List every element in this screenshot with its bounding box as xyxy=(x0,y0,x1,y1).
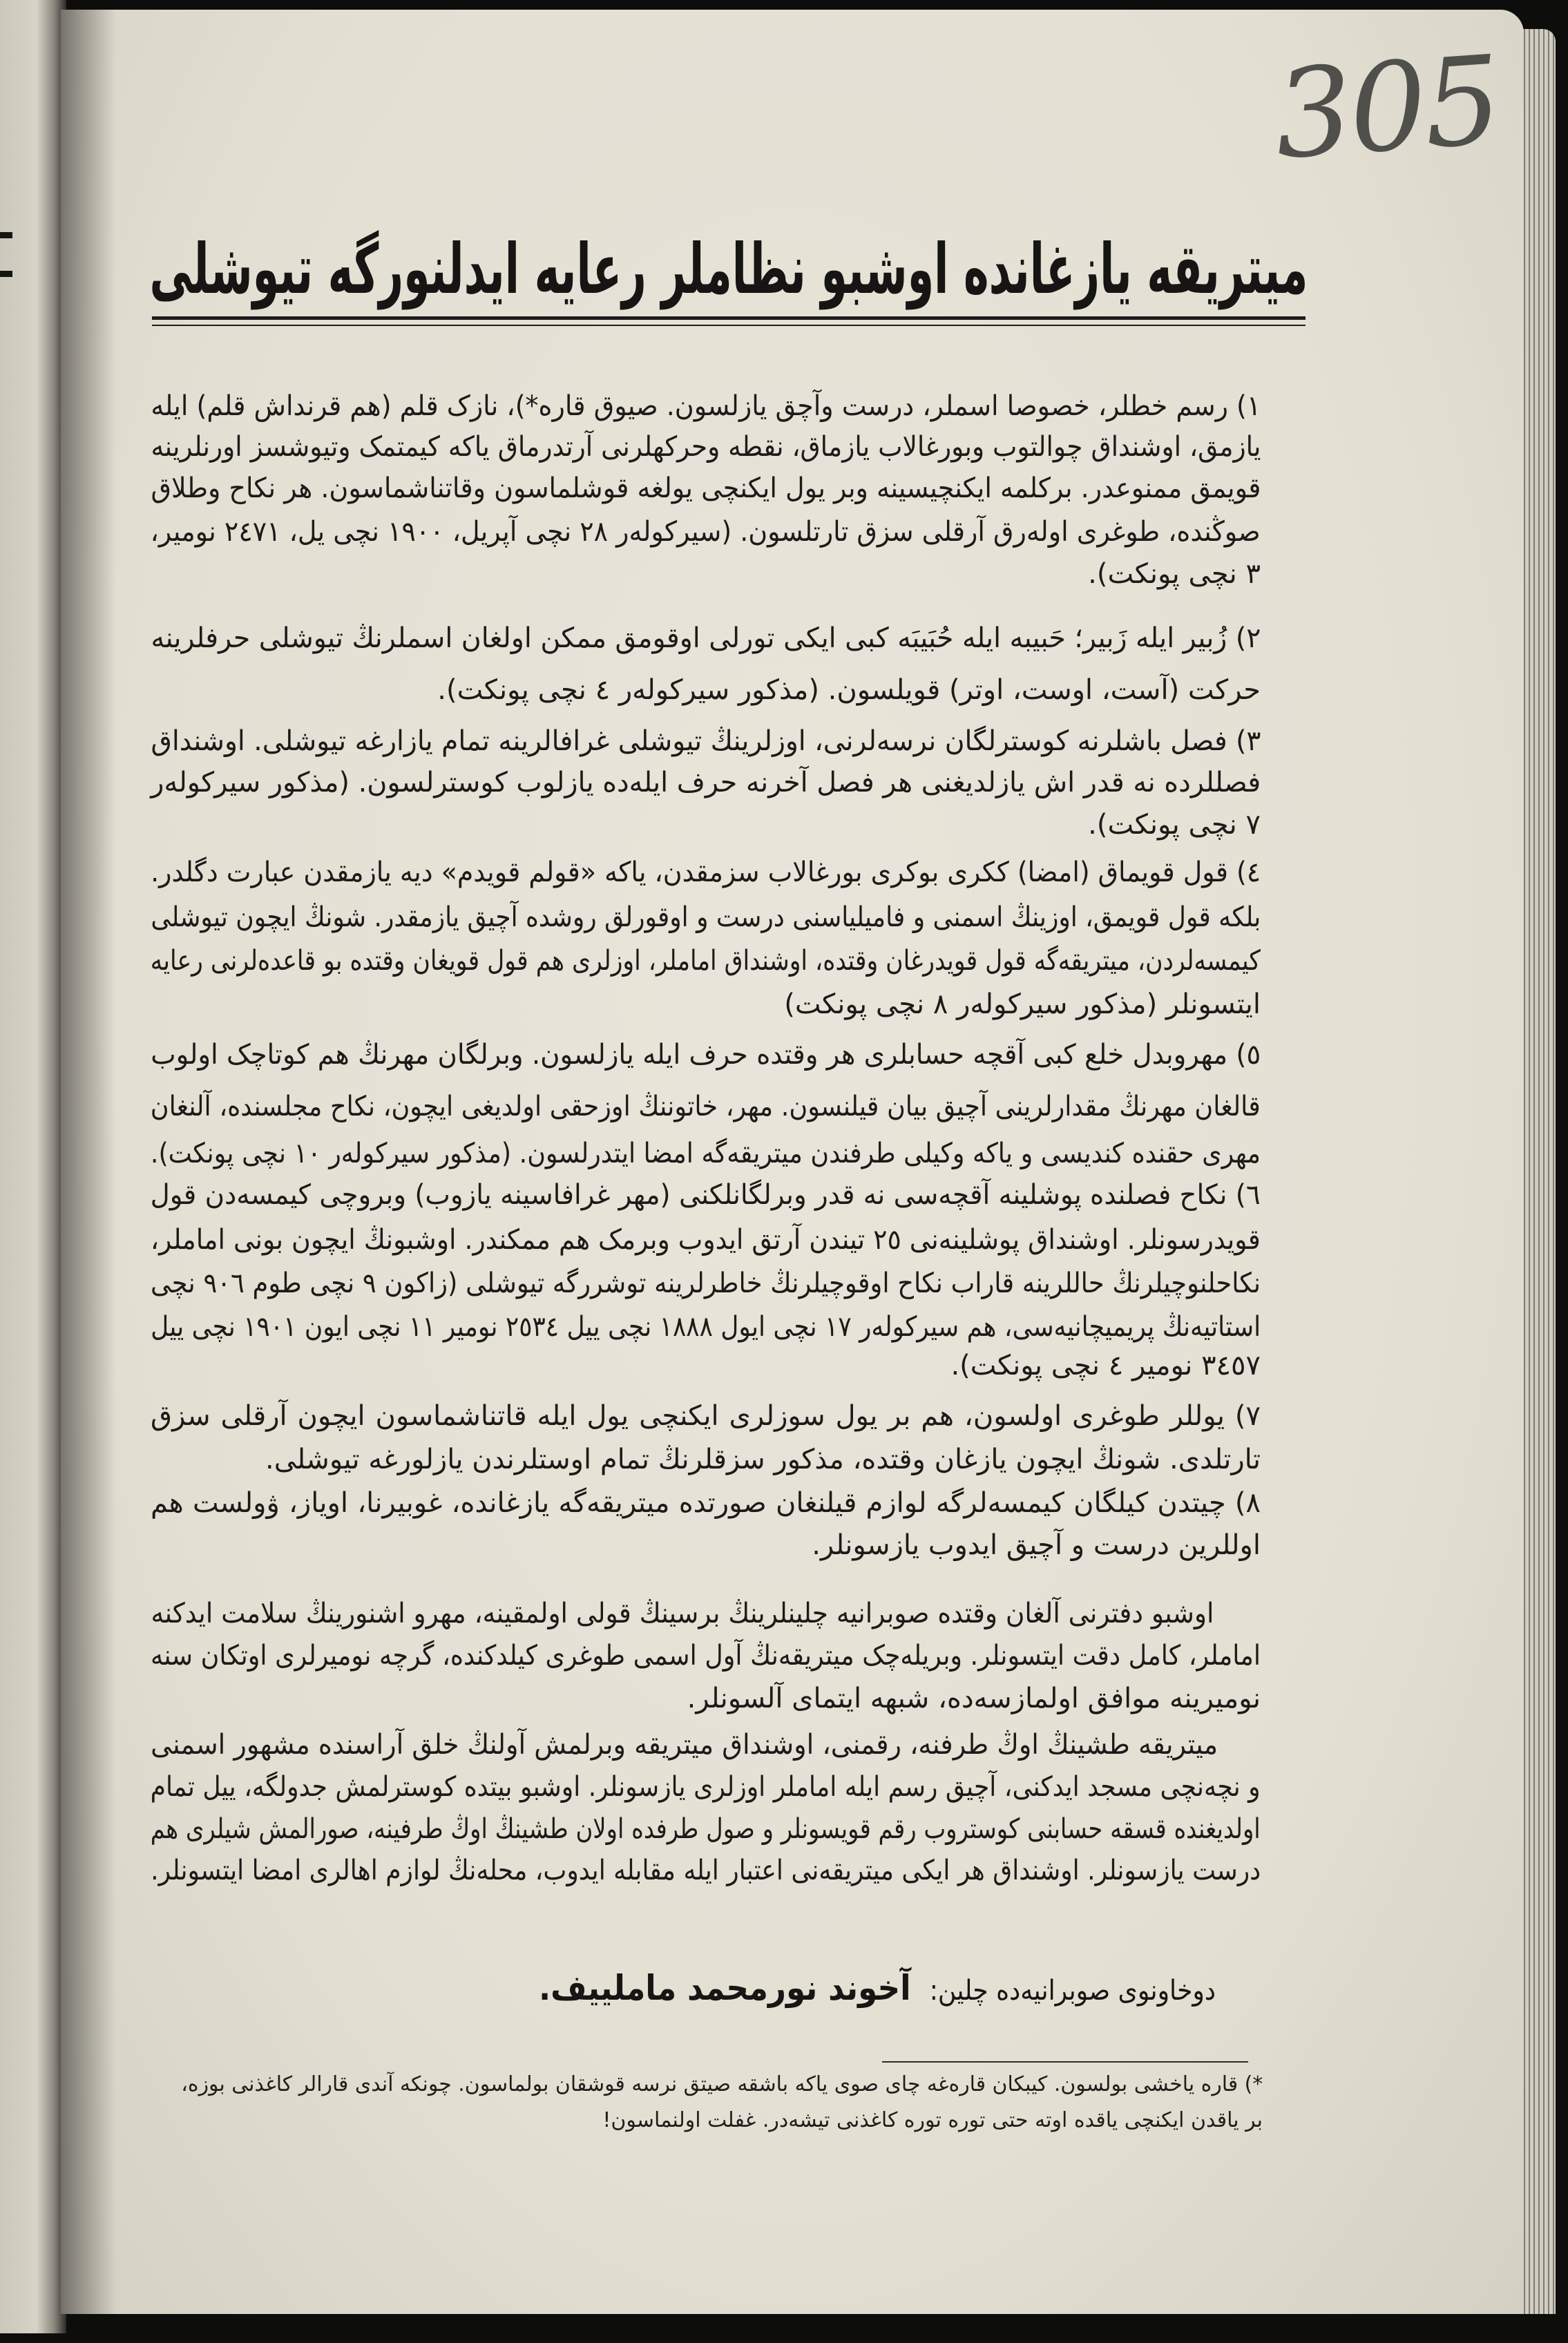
rule-6-line xyxy=(151,1306,1261,1348)
line-text: بر یاقدن ایکنچی یاقده اوته حتی توره توره کاغذنی تیشەدر. غفلت اولنماسون! xyxy=(602,2108,1263,2132)
rule-3-line xyxy=(151,804,1261,845)
rule-3-line xyxy=(151,762,1261,803)
page-title xyxy=(149,222,1308,316)
rule-4-line xyxy=(151,852,1261,893)
rule-1-line xyxy=(151,426,1261,468)
line-text: میتریقه طشینڭ اوڭ طرفنه، رقمنی، اوشنداق میتریقه وبرلمش آولنڭ خلق آراسنده مشهور اسمنی xyxy=(151,1729,1218,1761)
note-2-line xyxy=(151,1808,1261,1850)
note-1-line xyxy=(151,1593,1214,1634)
title-underline xyxy=(152,316,1306,320)
title-underline-thin xyxy=(152,325,1306,326)
line-text: قویدرسونلر. اوشنداق پوشلینەنی ٢٥ تیندن آرتق ایدوب وبرمک هم ممکندر. اوشبونڭ ایچون بونی اماملر، xyxy=(151,1224,1261,1256)
rule-1-line xyxy=(151,385,1261,427)
rule-1-line xyxy=(151,468,1261,509)
line-text: استاتیەنڭ پریمیچانیەسی، هم سیرکولەر ١٧ نچی ایول ١٨٨٨ نچی ییل ٢٥٣٤ نومیر ١١ نچی ایون ١٩٠١ نچی ییل xyxy=(151,1311,1261,1343)
line-text: ٤) قول قویماق (امضا) ککری بوکری بورغالاب سزمقدن، یاکه «قولم قویدم» دیه یازمقدن عبارت دگلدر. xyxy=(151,857,1261,888)
line-text: اوللرین درست و آچیق ایدوب یازسونلر. xyxy=(812,1529,1261,1561)
rule-8-line xyxy=(151,1482,1261,1524)
rule-5-line xyxy=(151,1034,1261,1075)
note-2-line xyxy=(151,1724,1218,1766)
line-text: قالغان مهرنڭ مقدارلرینی آچیق بیان قیلنسون. مهر، خاتوننڭ اوزحقی اولدیغی ایچون، نکاح مجلسنده، آلنغان xyxy=(151,1091,1261,1122)
rule-1-line xyxy=(151,553,1261,595)
rule-4-line xyxy=(151,984,1261,1025)
note-1-line xyxy=(151,1635,1261,1676)
line-text: حرکت (آست، اوست، اوتر) قویلسون. (مذکور سیرکولەر ٤ نچی پونکت). xyxy=(437,674,1261,706)
signature-text xyxy=(539,1960,1216,2024)
line-text: ٣٤٥٧ نومیر ٤ نچی پونکت). xyxy=(950,1350,1261,1381)
line-text: مهری حقنده کندیسی و یاکه وکیلی طرفندن میتریقەگه امضا ایتدرلسون. (مذکور سیرکولەر ١٠ نچی پونکت). xyxy=(150,1138,1261,1169)
footnote-separator xyxy=(882,2061,1248,2063)
line-text: ٣) فصل باشلرنه کوسترلگان نرسەلرنی، اوزلرینڭ تیوشلی غرافالرینه تمام یازارغه تیوشلی. اوشنداق xyxy=(150,725,1261,757)
line-text: ٨) چیتدن کیلگان کیمسەلرگه لوازم قیلنغان صورتده میتریقەگه یازغانده، غوبیرنا، اویاز، ۋولست هم xyxy=(151,1487,1261,1519)
rule-5-line xyxy=(151,1133,1261,1174)
rule-6-line xyxy=(151,1219,1261,1261)
signature-name: آخوند نورمحمد ماملییف. xyxy=(538,1968,911,2008)
rule-6-line xyxy=(151,1174,1261,1216)
line-text: ٦) نکاح فصلنده پوشلینه آقچەسی نه قدر وبرلگانلکنی (مهر غرافاسینه یازوب) وبروچی کیمسەدن قول xyxy=(151,1179,1261,1211)
line-text: نکاحلنوچیلرنڭ حاللرینه قاراب نکاح اوقوچیلرنڭ خاطرلرینه توشررگه تیوشلی (زاکون ٩ نچی طوم ٩٠٦ نچی xyxy=(151,1268,1261,1299)
line-text: ٣ نچی پونکت). xyxy=(1088,558,1261,590)
rule-6-line xyxy=(151,1263,1261,1304)
rule-2-line xyxy=(151,618,1261,659)
note-1-line xyxy=(151,1678,1261,1719)
line-text: صوڭنده، طوغری اولەرق آرقلی سزق تارتلسون. (سیرکولەر ٢٨ نچی آپریل، ١٩٠٠ نچی یل، ٢٤٧١ نومیر، xyxy=(150,516,1261,548)
rule-7-line xyxy=(151,1395,1261,1437)
line-text: ٧) یوللر طوغری اولسون، هم بر یول سوزلری ایکنچی یول ایله قاتناشماسون ایچون آرقلی سزق xyxy=(151,1400,1261,1432)
note-2-line xyxy=(151,1850,1261,1891)
rule-2-line xyxy=(151,669,1261,711)
line-text: ایتسونلر (مذکور سیرکولەر ٨ نچی پونکت) xyxy=(784,988,1261,1020)
line-text: قویمق ممنوعدر. برکلمه ایکنچیسینه وبر یول ایکنچی یولغه قوشلماسون وقاتناشماسون. هر نکاح وطلاق xyxy=(151,472,1261,504)
line-text: و نچەنچی مسجد ایدکنی، آچیق رسم ایله اماملر اوزلری یازسونلر. اوشبو بیتده کوسترلمش جدولگه، ییل تمام xyxy=(150,1771,1261,1803)
rule-8-line xyxy=(151,1524,1261,1566)
footnote-line xyxy=(181,2069,1263,2100)
rule-4-line xyxy=(151,897,1261,938)
footnote-line xyxy=(181,2105,1263,2136)
signature-role: دوخاونوی صوبرانیەده چلین: xyxy=(929,1975,1216,2007)
rule-3-line xyxy=(151,720,1261,762)
line-text: بلکه قول قویمق، اوزینڭ اسمنی و فامیلیاسنی درست و اوقورلق روشده آچیق یازمقدر. شونڭ ایچون تیوشلی xyxy=(151,901,1261,933)
rule-4-line xyxy=(151,940,1261,982)
line-text: اماملر، کامل دقت ایتسونلر. وبریلەچک میتریقەنڭ آول اسمی طوغری کیلدکنده، گرچه نومیرلری اوتکان سنه xyxy=(151,1640,1261,1672)
page-title-text: میتریقه یازغانده اوشبو نظاملر رعایه ایدلنورگه تیوشلی xyxy=(149,229,1308,309)
signature-line xyxy=(539,1960,1216,2016)
rule-6-line xyxy=(151,1345,1261,1386)
rule-7-line xyxy=(151,1439,1261,1480)
rule-5-line xyxy=(151,1086,1261,1127)
line-text: ٧ نچی پونکت). xyxy=(1088,809,1261,841)
line-text: یازمق، اوشنداق چوالتوب وبورغالاب یازماق، نقطه وحرکهلرنی آرتدرماق یاکه کیمتمک وتیوشسز اورنلرینه xyxy=(150,431,1261,463)
line-text: کیمسەلردن، میتریقەگه قول قویدرغان وقتده، اوشنداق اماملر، اوزلری هم قول قویغان وقتده بو قاعدەلرنی رعایه xyxy=(150,945,1261,977)
rule-1-line xyxy=(151,511,1261,553)
line-text: فصللرده نه قدر اش یازلدیغنی هر فصل آخرنه حرف ایلەده یازلوب کوسترلسون. (مذکور سیرکولەر xyxy=(151,767,1261,798)
line-text: ٢) زُبیر ایله زَبیر؛ حَبیبه ایله حُبَیبَه کبی ایکی تورلی اوقومق ممکن اولغان اسملرنڭ تیوشلی حرفلرینه xyxy=(151,622,1261,654)
line-text: *) قاره یاخشی بولسون. کیبکان قارەغه چای صوی یاکه باشقه صیتق نرسه قوشقان بولماسون. چونکه آندی قارالر کاغذنی بوزه، xyxy=(181,2072,1263,2096)
line-text: اوشبو دفترنی آلغان وقتده صوبرانیه چلینلرینڭ برسینڭ قولی اولمقینه، مهرو اشنورینڭ سلامت ایدکنه xyxy=(151,1598,1214,1629)
line-text: اولدیغنده قسقه حسابنی کوستروب رقم قویسونلر و صول طرفده اولان طشینڭ اوڭ طرفینه، صورالمش شیلری هم xyxy=(151,1813,1261,1845)
line-text: نومیرینه موافق اولمازسەده، شبهه ایتمای آلسونلر. xyxy=(687,1683,1261,1714)
line-text: درست یازسونلر. اوشنداق هر ایکی میتریقەنی اعتبار ایله مقابله ایدوب، محلەنڭ لوازم اهالری امضا ایتسونلر. xyxy=(150,1855,1261,1886)
handwritten-page-number: 305 xyxy=(1270,29,1504,187)
note-2-line xyxy=(151,1766,1261,1808)
line-text: ١) رسم خطلر، خصوصا اسملر، درست وآچق یازلسون. صیوق قاره*)، نازک قلم (هم قرنداش قلم) ایله xyxy=(151,390,1261,422)
line-text: تارتلدی. شونڭ ایچون یازغان وقتده، مذکور سزقلرنڭ تمام اوستلرندن یازلورغه تیوشلی. xyxy=(265,1444,1261,1475)
line-text: ٥) مهروبدل خلع کبی آقچه حسابلری هر وقتده حرف ایله یازلسون. وبرلگان مهرنڭ هم کوتاچک اولوب xyxy=(150,1039,1261,1071)
